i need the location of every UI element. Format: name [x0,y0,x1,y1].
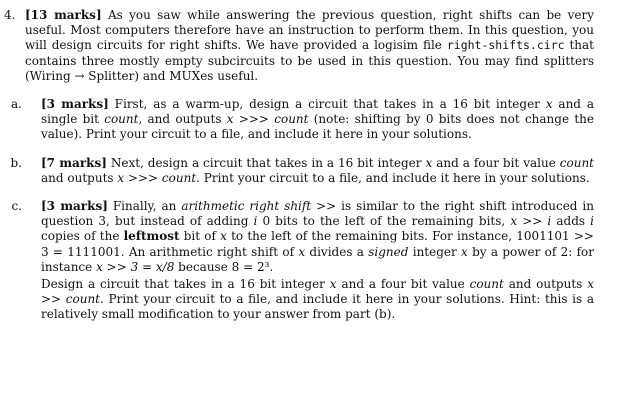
part-c-p2-x: x [329,277,337,292]
part-a [11,97,594,143]
part-b-t1: Next, design a circuit that takes in a 16 bit integer [106,155,426,170]
part-b [10,155,594,186]
question-marks: [13 marks] [25,8,102,22]
part-c-text [41,199,594,275]
part-c-signed: signed [368,244,409,259]
question-number: 4. [4,8,16,22]
part-a-label: a. [11,97,22,112]
part-c-t1: Finally, an [107,199,182,214]
part-a-marks: [3 marks] [41,97,109,112]
part-a-x: x [545,97,553,112]
part-c-p2-t1: Design a circuit that takes in a 16 bit integer [41,277,330,292]
part-c-t2: >> is similar to the right shift introduced in question 3, but instead of adding [41,199,595,229]
filename: right-shifts.circ [446,38,565,53]
part-c-p2-expr: x >> count [41,277,594,307]
part-c-expr1: x >> i [510,214,552,229]
part-b-x: x [425,155,433,170]
part-a-t1: First, as a warm-up, design a circuit that takes in a 16 bit integer [108,97,546,112]
intro-text-2: that contains three mostly empty subcircuits to be used in this question. You may find splitters (Wiring → Splitter) and MUXes useful. [25,38,595,83]
part-a-text [41,97,594,143]
part-b-t4: . Print your circuit to a file, and include it here in your solutions. [196,170,590,185]
part-a-t2: and a single bit [41,97,594,127]
part-c-i2: i [590,214,594,229]
part-c-p2-t2: and a four bit value [336,277,470,292]
intro-text-1: As you saw while answering the previous question, right shifts can be very useful. Most computers therefore have an instruction to perform them. In this question, you will design circuits for right shifts. We have provided a logisim file [25,8,594,53]
part-c-x1: x [220,229,227,244]
part-c-expr2: x >> 3 = x/8 [96,259,175,274]
part-c-t6: bit of [179,229,221,244]
part-c-marks: [3 marks] [41,199,108,214]
part-a-expr: x >>> count [226,112,309,127]
part-c [11,199,595,323]
part-c-t8: divides a [305,244,369,259]
part-b-label: b. [10,155,22,170]
part-c-p2-t4: . Print your circuit to a file, and include it here in your solutions. Hint: this is a relatively small modification to your answer from part (b). [41,292,594,322]
part-c-design-text [41,277,594,323]
part-b-t2: and a four bit value [432,155,560,170]
part-b-t3: and outputs [41,170,118,185]
part-c-x3: x [461,244,468,259]
part-c-x2: x [298,244,306,259]
part-c-term: arithmetic right shift [181,199,312,214]
part-c-leftmost: leftmost [123,229,180,244]
part-c-t10: by a power of 2: for instance [41,244,594,274]
part-c-t7: to the left of the remaining bits. For instance, 1001101 >> 3 = 1111001. An arithmetic right shift of [41,229,594,259]
part-b-marks: [7 marks] [41,155,107,170]
part-b-expr: x >>> count [117,170,197,185]
part-a-count: count [104,112,139,127]
part-c-t11: because 8 = 2³. [174,259,274,274]
part-c-t4: adds [551,214,591,229]
part-b-text [41,156,594,186]
part-b-count: count [559,155,594,170]
part-c-p2-t3: and outputs [503,277,588,292]
part-c-label: c. [11,199,22,214]
question-4 [4,8,594,323]
part-a-t4: (note: shifting by 0 bits does not change the value). Print your circuit to a file, and include it here in your solutions. [41,112,594,142]
question-intro [25,8,594,84]
part-c-t5: copies of the [41,229,124,244]
part-c-p2-count: count [469,277,504,292]
part-c-i1: i [253,214,258,229]
part-c-t9: integer [408,244,462,259]
part-a-t3: , and outputs [138,112,227,127]
part-c-t3: 0 bits to the left of the remaining bits, [257,214,511,229]
